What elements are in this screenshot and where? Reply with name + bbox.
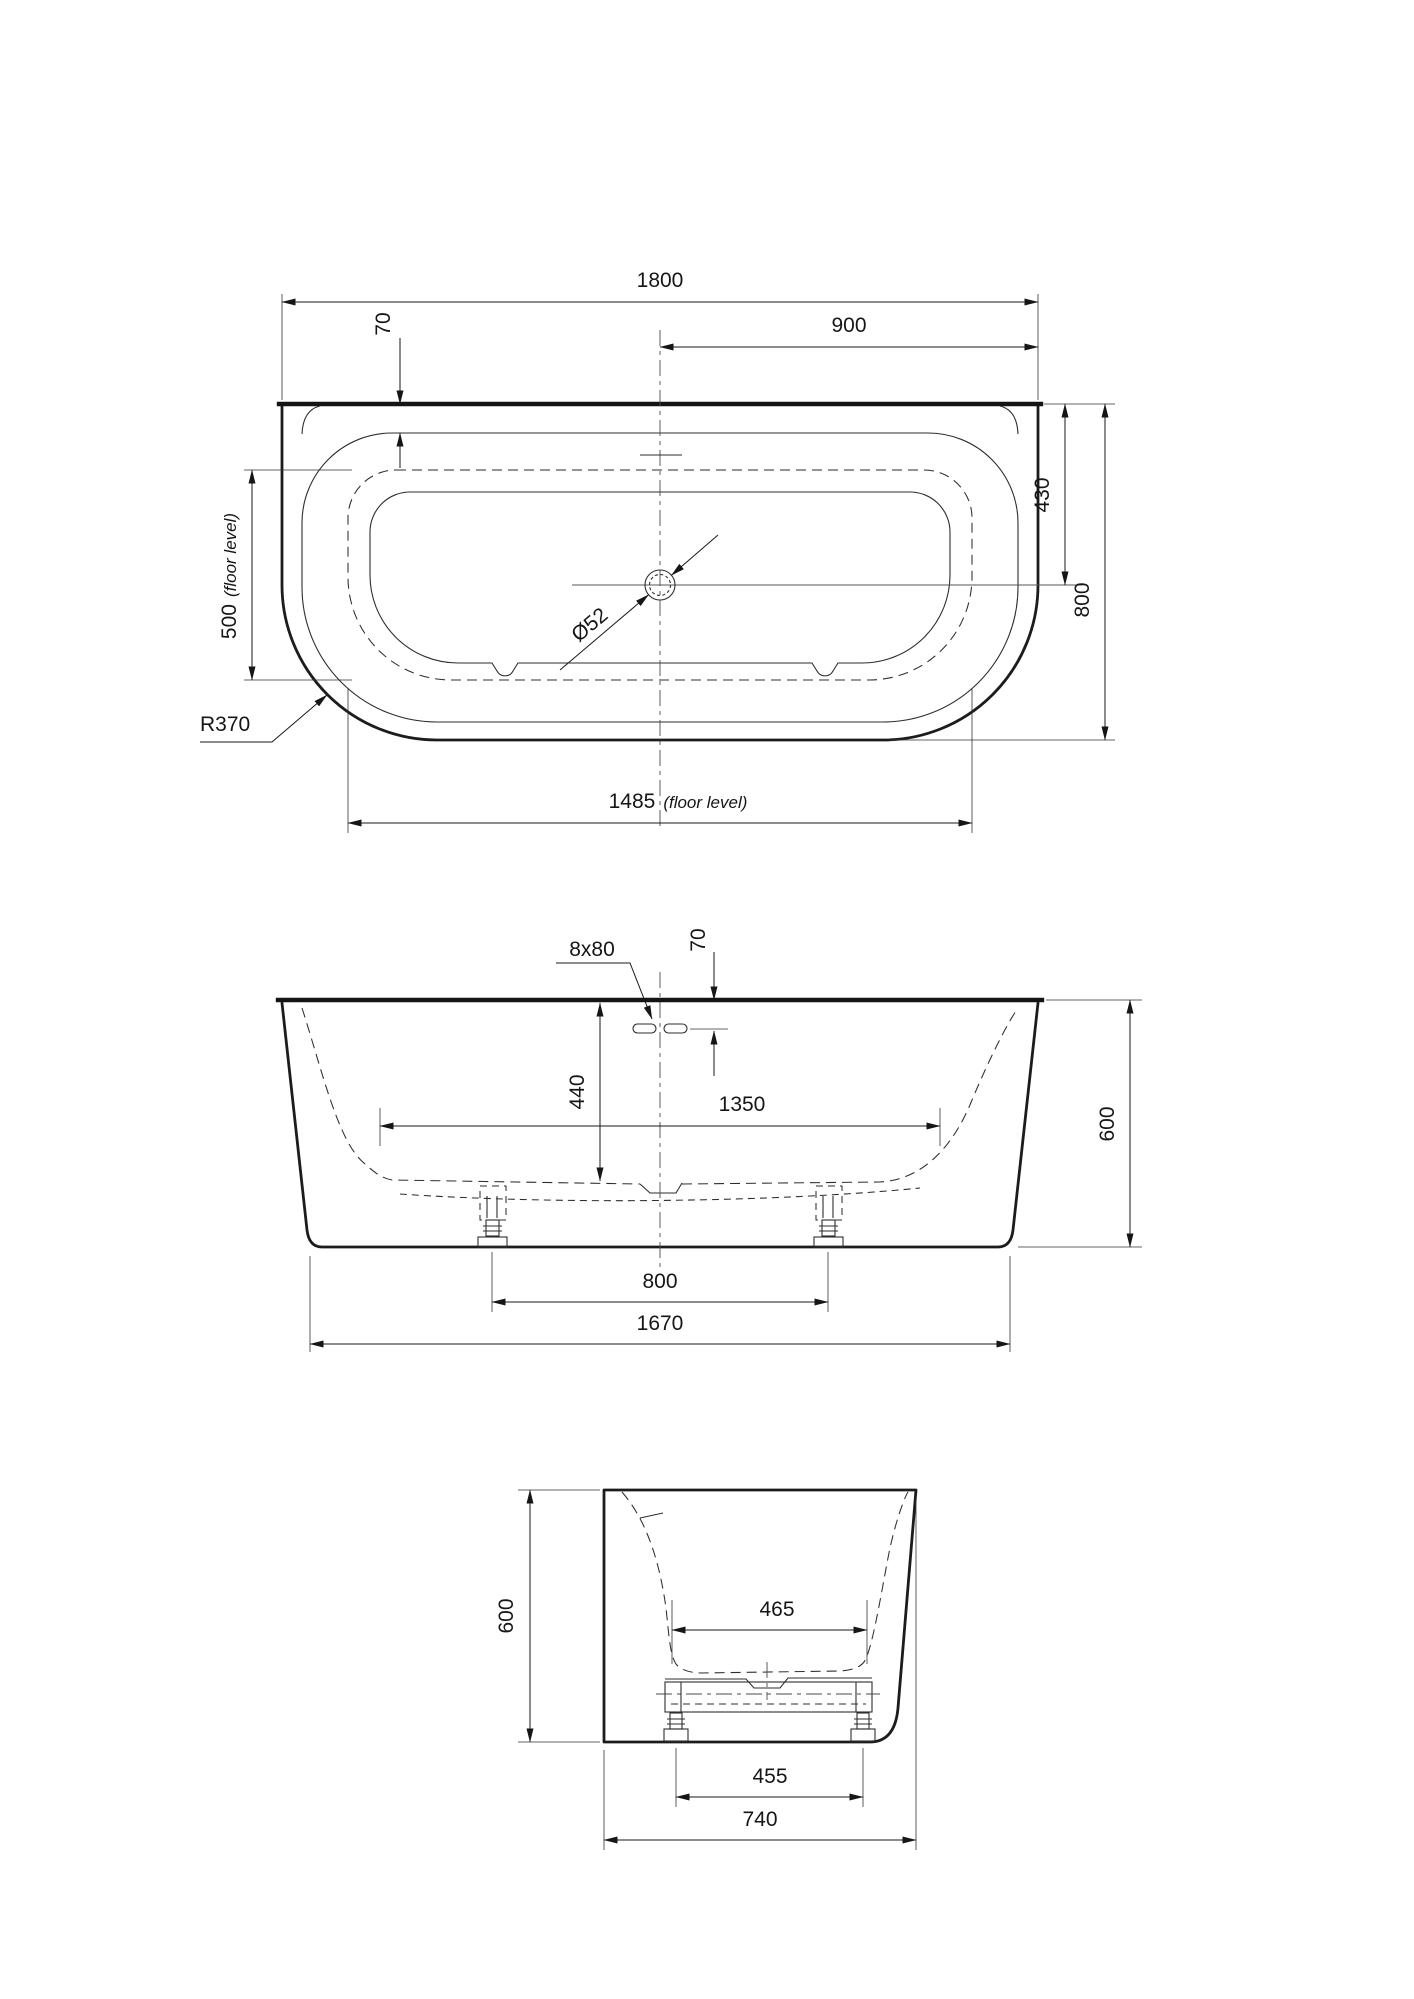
dim-height-side	[495, 1490, 600, 1742]
rim-corner-arc-left	[302, 406, 320, 434]
profile-tick-side	[640, 1513, 663, 1518]
inner-bottom-width-label: 465	[759, 1598, 795, 1621]
dim-height-front	[1018, 1000, 1142, 1247]
bowl-profile-left-front	[302, 1008, 640, 1184]
frame-top-with-drain-recess	[665, 1678, 872, 1688]
support-frame-side	[656, 1662, 880, 1712]
side-view	[495, 1490, 916, 1850]
right-foot-side	[851, 1713, 875, 1741]
overflow-slot-left	[633, 1024, 656, 1033]
dim-overall-depth	[890, 404, 1115, 740]
drain-offset-label: 430	[1031, 477, 1054, 513]
foot-stem	[822, 1220, 835, 1236]
frame-body	[665, 1682, 872, 1712]
foot-stem	[857, 1713, 869, 1729]
rim-corner-arc-right	[1000, 406, 1018, 434]
overall-depth-label: 800	[1071, 582, 1094, 618]
left-foot-side	[664, 1713, 688, 1741]
dim-rim-inset	[372, 312, 400, 468]
inner-bottom-length-label: 1350	[718, 1093, 766, 1116]
dim-feet-spacing-side	[676, 1748, 863, 1807]
dim-floor-depth	[218, 470, 352, 680]
foot-pad	[664, 1729, 688, 1741]
dim-feet-spacing-front	[492, 1252, 828, 1312]
overflow-slot-label: 8x80	[569, 938, 615, 961]
corner-radius-label: R370	[200, 713, 251, 736]
rim-inset-label: 70	[372, 312, 395, 336]
front-view	[278, 928, 1142, 1352]
foot-stem	[486, 1220, 499, 1236]
bowl-profile-side	[622, 1492, 908, 1673]
base-depth-label: 740	[742, 1808, 778, 1831]
top-view	[200, 269, 1115, 833]
drain-recess-front	[640, 1183, 682, 1193]
inner-depth-label: 440	[566, 1074, 589, 1110]
left-foot-front	[478, 1186, 507, 1247]
dim-corner-radius	[200, 695, 327, 742]
half-width-label: 900	[831, 314, 867, 337]
foot-stem	[670, 1713, 682, 1729]
dim-overflow-slot	[556, 938, 652, 1019]
foot-bracket	[816, 1186, 842, 1220]
overall-width-label: 1800	[636, 269, 684, 292]
base-length-label: 1670	[636, 1312, 684, 1335]
foot-bracket	[480, 1186, 506, 1220]
dim-drain-diameter	[560, 535, 718, 670]
right-foot-front	[814, 1186, 843, 1247]
drain-leader-upper	[671, 535, 718, 575]
overflow-leader	[556, 963, 652, 1019]
height-label-front: 600	[1096, 1106, 1119, 1142]
foot-pad	[851, 1729, 875, 1741]
foot-pad	[814, 1237, 843, 1247]
drain-diameter-label: Ø52	[567, 603, 613, 647]
overflow-slot-right	[664, 1024, 687, 1033]
feet-spacing-label-side: 455	[752, 1765, 788, 1788]
height-label-side: 600	[495, 1598, 518, 1634]
dim-drain-offset	[1031, 404, 1115, 585]
floor-depth-label: 500(floor level)	[218, 512, 241, 640]
dim-inner-depth	[566, 1003, 600, 1181]
feet-spacing-label-front: 800	[642, 1270, 678, 1293]
dim-inner-bottom-width	[672, 1598, 867, 1664]
overflow-offset-label: 70	[687, 928, 710, 952]
dim-half-width	[660, 314, 1038, 347]
floor-width-label: 1485 (floor level)	[608, 790, 748, 813]
foot-pad	[478, 1237, 507, 1247]
